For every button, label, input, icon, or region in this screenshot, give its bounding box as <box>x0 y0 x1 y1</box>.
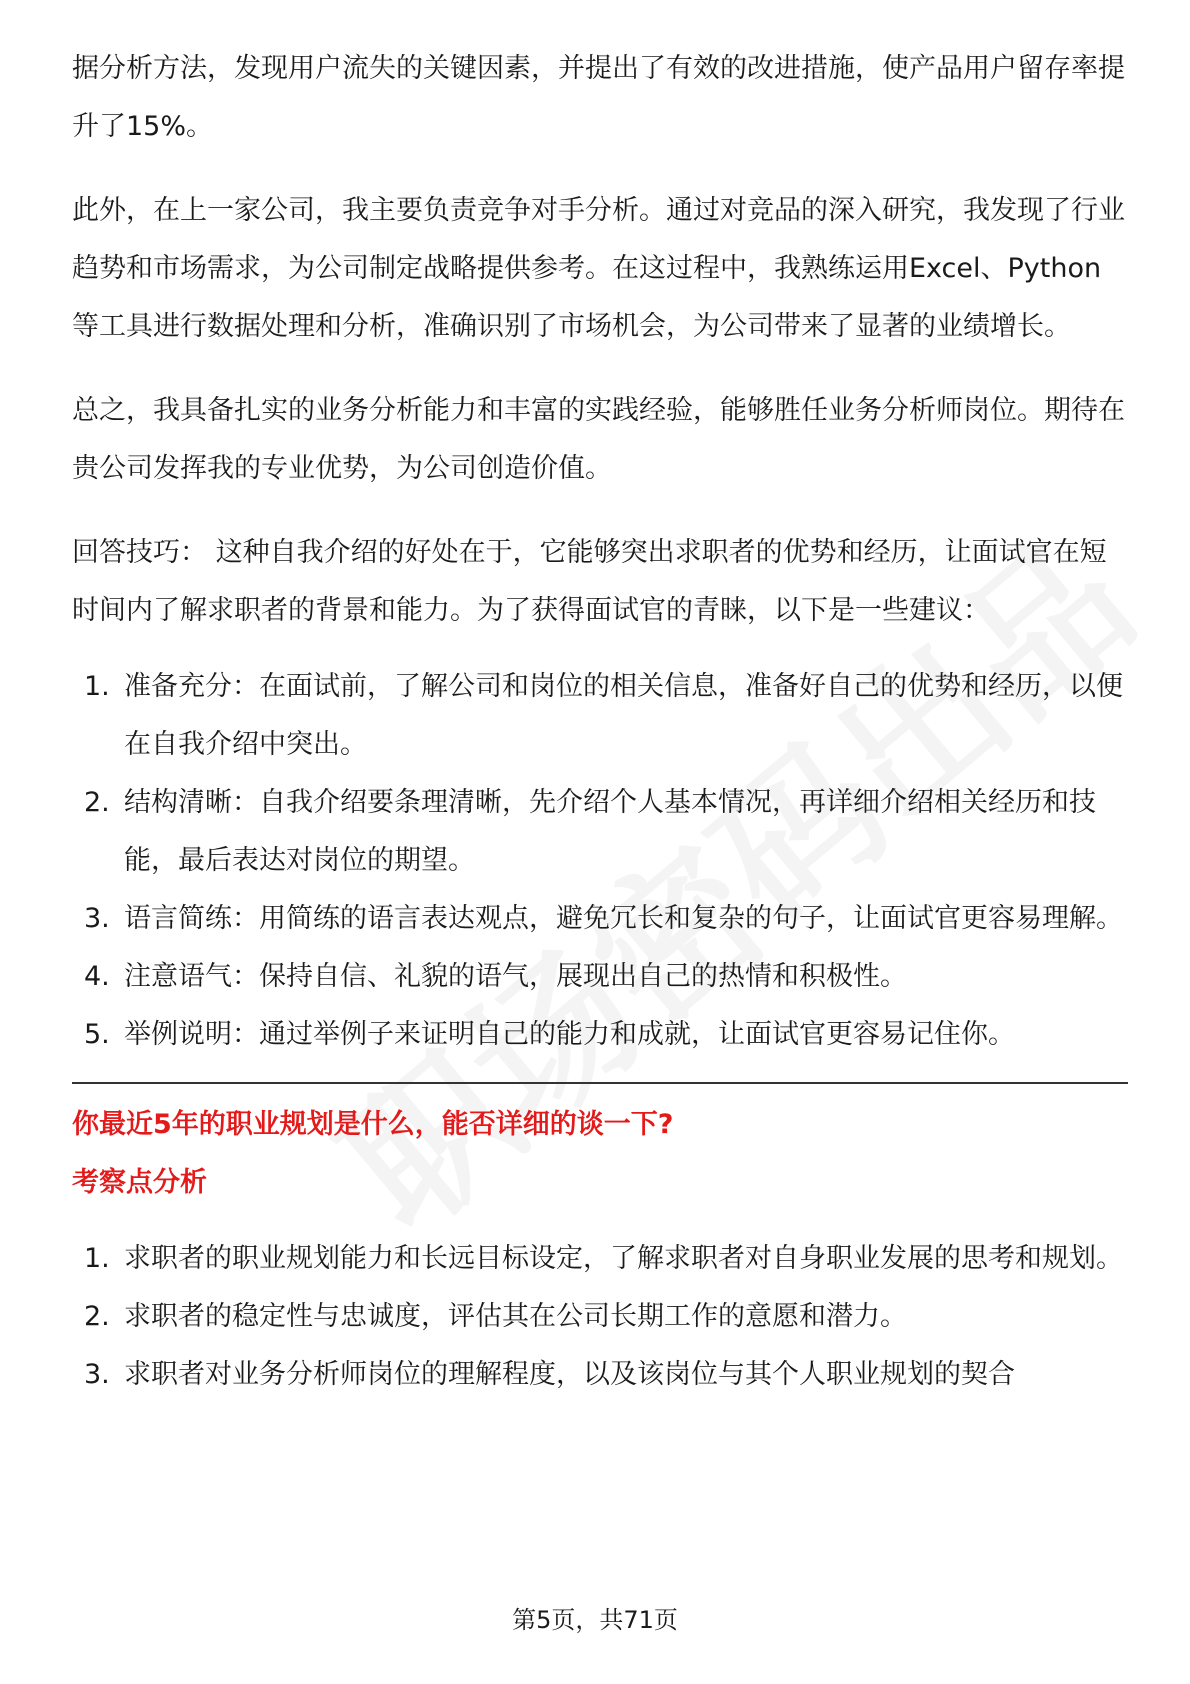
paragraph-answer-tips: 回答技巧： 这种自我介绍的好处在于，它能够突出求职者的优势和经历，让面试官在短时间内了解求职者的背景和能力。为了获得面试官的青睐，以下是一些建议： <box>72 537 1107 626</box>
list-item: 1. 准备充分：在面试前，了解公司和岗位的相关信息，准备好自己的优势和经历，以便在自我介绍中突出。 <box>84 671 1123 760</box>
list-item: 5. 举例说明：通过举例子来证明自己的能力和成就，让面试官更容易记住你。 <box>84 1019 1015 1050</box>
list-item: 3. 求职者对业务分析师岗位的理解程度，以及该岗位与其个人职业规划的契合 <box>84 1359 1015 1390</box>
tips-list <box>72 658 1128 1064</box>
paragraph-3: 总之，我具备扎实的业务分析能力和丰富的实践经验，能够胜任业务分析师岗位。期待在贵公司发挥我的专业优势，为公司创造价值。 <box>72 395 1125 484</box>
page-number: 第5页，共71页 <box>512 1606 678 1634</box>
list-item: 2. 求职者的稳定性与忠诚度，评估其在公司长期工作的意愿和潜力。 <box>84 1301 907 1332</box>
paragraph-2: 此外，在上一家公司，我主要负责竞争对手分析。通过对竞品的深入研究，我发现了行业趋势和市场需求，为公司制定战略提供参考。在这过程中，我熟练运用Excel、Python等工具进行数据处理和分析，准确识别了市场机会，为公司带来了显著的业绩增长。 <box>72 195 1125 342</box>
analysis-points-list <box>72 1230 1128 1404</box>
document-page <box>72 40 1128 1422</box>
question-title: 你最近5年的职业规划是什么，能否详细的谈一下? <box>72 1109 674 1140</box>
list-item: 2. 结构清晰：自我介绍要条理清晰，先介绍个人基本情况，再详细介绍相关经历和技能，最后表达对岗位的期望。 <box>84 787 1096 876</box>
list-item: 3. 语言简练：用简练的语言表达观点，避免冗长和复杂的句子，让面试官更容易理解。 <box>84 903 1123 934</box>
paragraph-1: 据分析方法，发现用户流失的关键因素，并提出了有效的改进措施，使产品用户留存率提升了15%。 <box>72 53 1125 142</box>
list-item: 4. 注意语气：保持自信、礼貌的语气，展现出自己的热情和积极性。 <box>84 961 907 992</box>
list-item: 1. 求职者的职业规划能力和长远目标设定，了解求职者对自身职业发展的思考和规划。 <box>84 1243 1123 1274</box>
analysis-heading: 考察点分析 <box>72 1167 207 1198</box>
section-divider <box>72 1082 1128 1084</box>
